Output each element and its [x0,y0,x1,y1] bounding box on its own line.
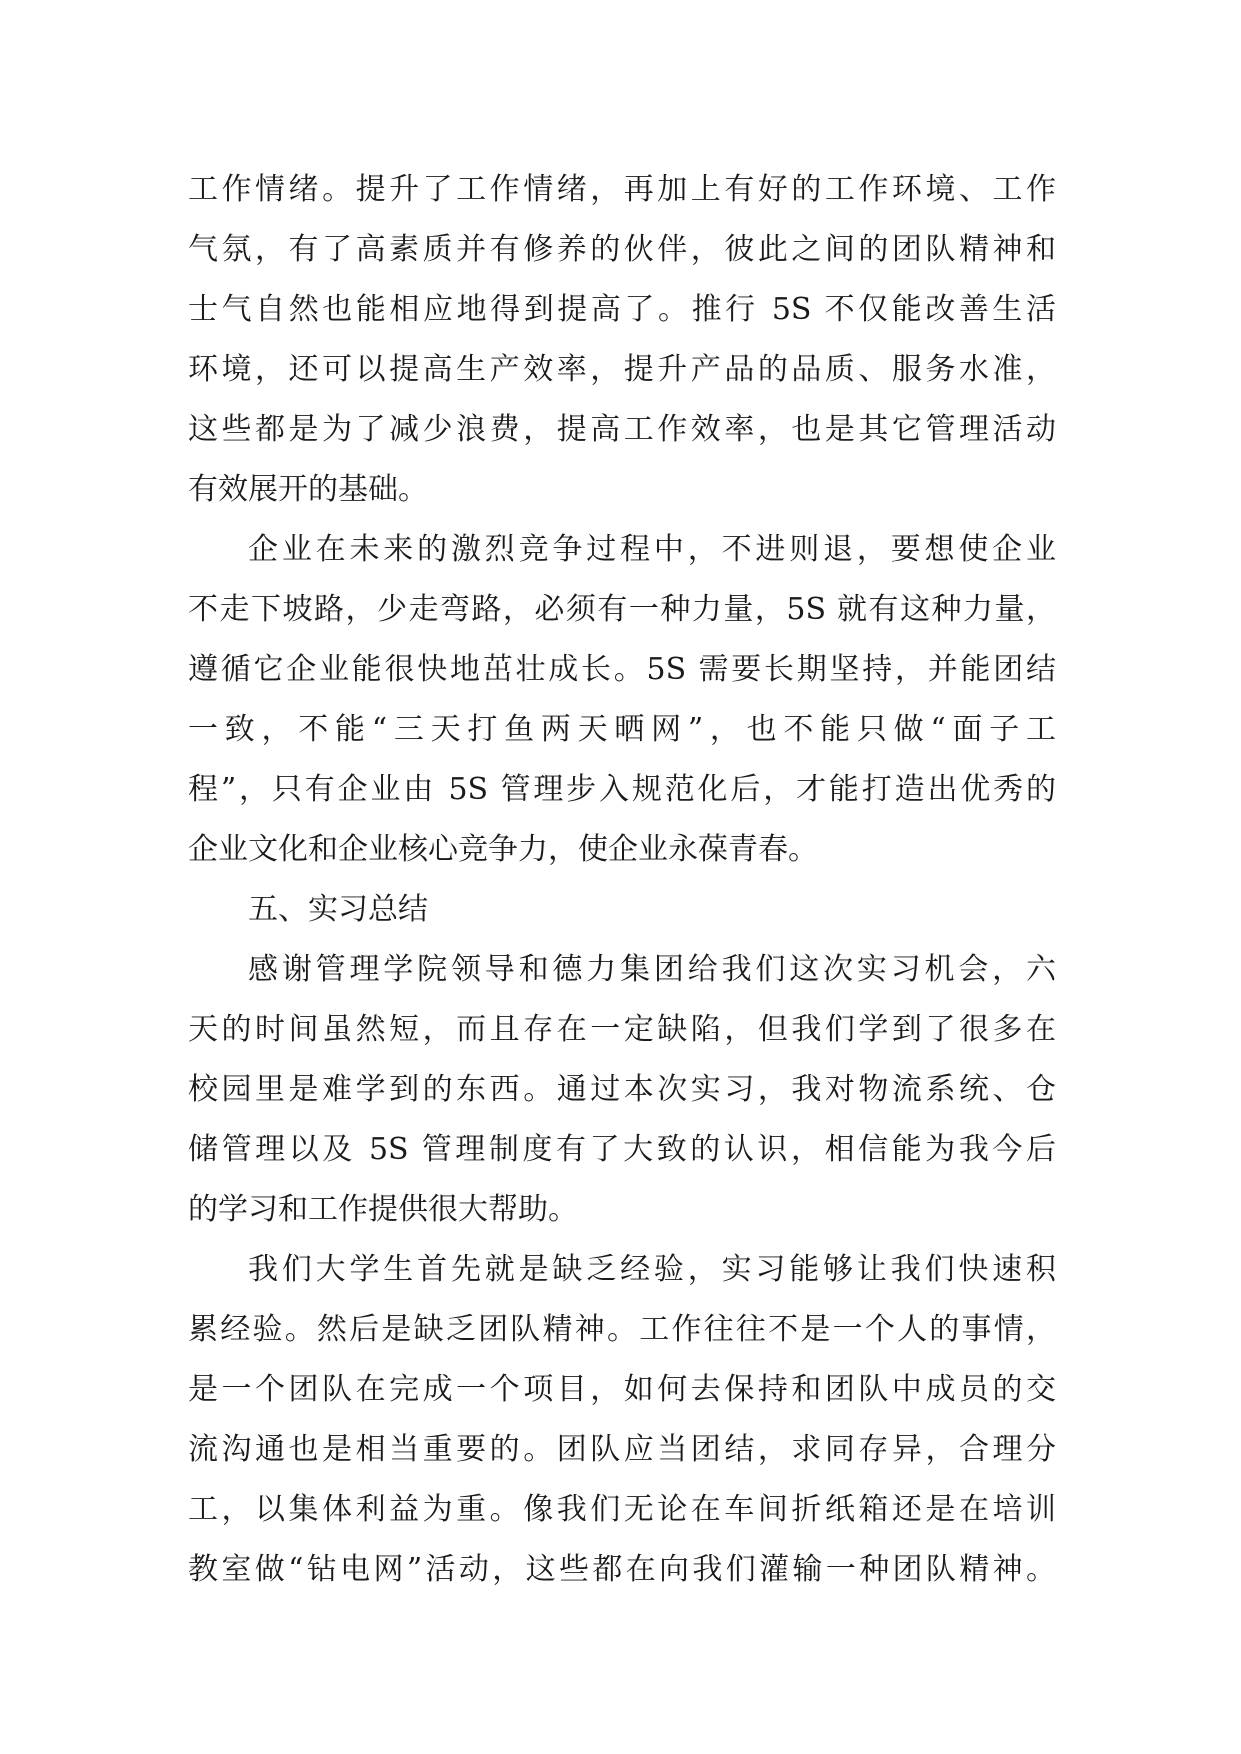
text-line: 储管理以及 5S 管理制度有了大致的认识，相信能为我今后 [188,1132,1056,1167]
text-line: 校园里是难学到的东西。通过本次实习，我对物流系统、仓 [188,1072,1056,1107]
text-line: 流沟通也是相当重要的。团队应当团结，求同存异，合理分 [188,1432,1056,1467]
text-line: 工，以集体利益为重。像我们无论在车间折纸箱还是在培训 [188,1492,1056,1527]
text-line: 教室做“钻电网”活动，这些都在向我们灌输一种团队精神。 [188,1552,1056,1587]
text-line: 这些都是为了减少浪费，提高工作效率，也是其它管理活动 [188,412,1056,447]
text-line: 有效展开的基础。 [188,472,428,507]
text-line: 工作情绪。提升了工作情绪，再加上有好的工作环境、工作 [188,172,1056,207]
text-line: 企业在未来的激烈竞争过程中，不进则退，要想使企业 [248,532,1056,567]
document-body [188,160,1056,1600]
text-line: 程”，只有企业由 5S 管理步入规范化后，才能打造出优秀的 [188,772,1056,807]
text-line: 不走下坡路，少走弯路，必须有一种力量，5S 就有这种力量， [188,592,1056,627]
text-line: 企业文化和企业核心竞争力，使企业永葆青春。 [188,832,818,867]
text-line: 累经验。然后是缺乏团队精神。工作往往不是一个人的事情， [188,1312,1056,1347]
text-line: 五、实习总结 [248,892,428,927]
text-line: 的学习和工作提供很大帮助。 [188,1192,578,1227]
text-line: 士气自然也能相应地得到提高了。推行 5S 不仅能改善生活 [188,292,1056,327]
text-line: 我们大学生首先就是缺乏经验，实习能够让我们快速积 [248,1252,1056,1287]
text-line: 遵循它企业能很快地茁壮成长。5S 需要长期坚持，并能团结 [188,652,1056,687]
text-line: 是一个团队在完成一个项目，如何去保持和团队中成员的交 [188,1372,1056,1407]
text-line: 环境，还可以提高生产效率，提升产品的品质、服务水准， [188,352,1056,387]
text-line: 一致，不能“三天打鱼两天晒网”，也不能只做“面子工 [188,712,1056,747]
text-line: 气氛，有了高素质并有修养的伙伴，彼此之间的团队精神和 [188,232,1056,267]
text-line: 天的时间虽然短，而且存在一定缺陷，但我们学到了很多在 [188,1012,1056,1047]
text-line: 感谢管理学院领导和德力集团给我们这次实习机会，六 [248,952,1056,987]
